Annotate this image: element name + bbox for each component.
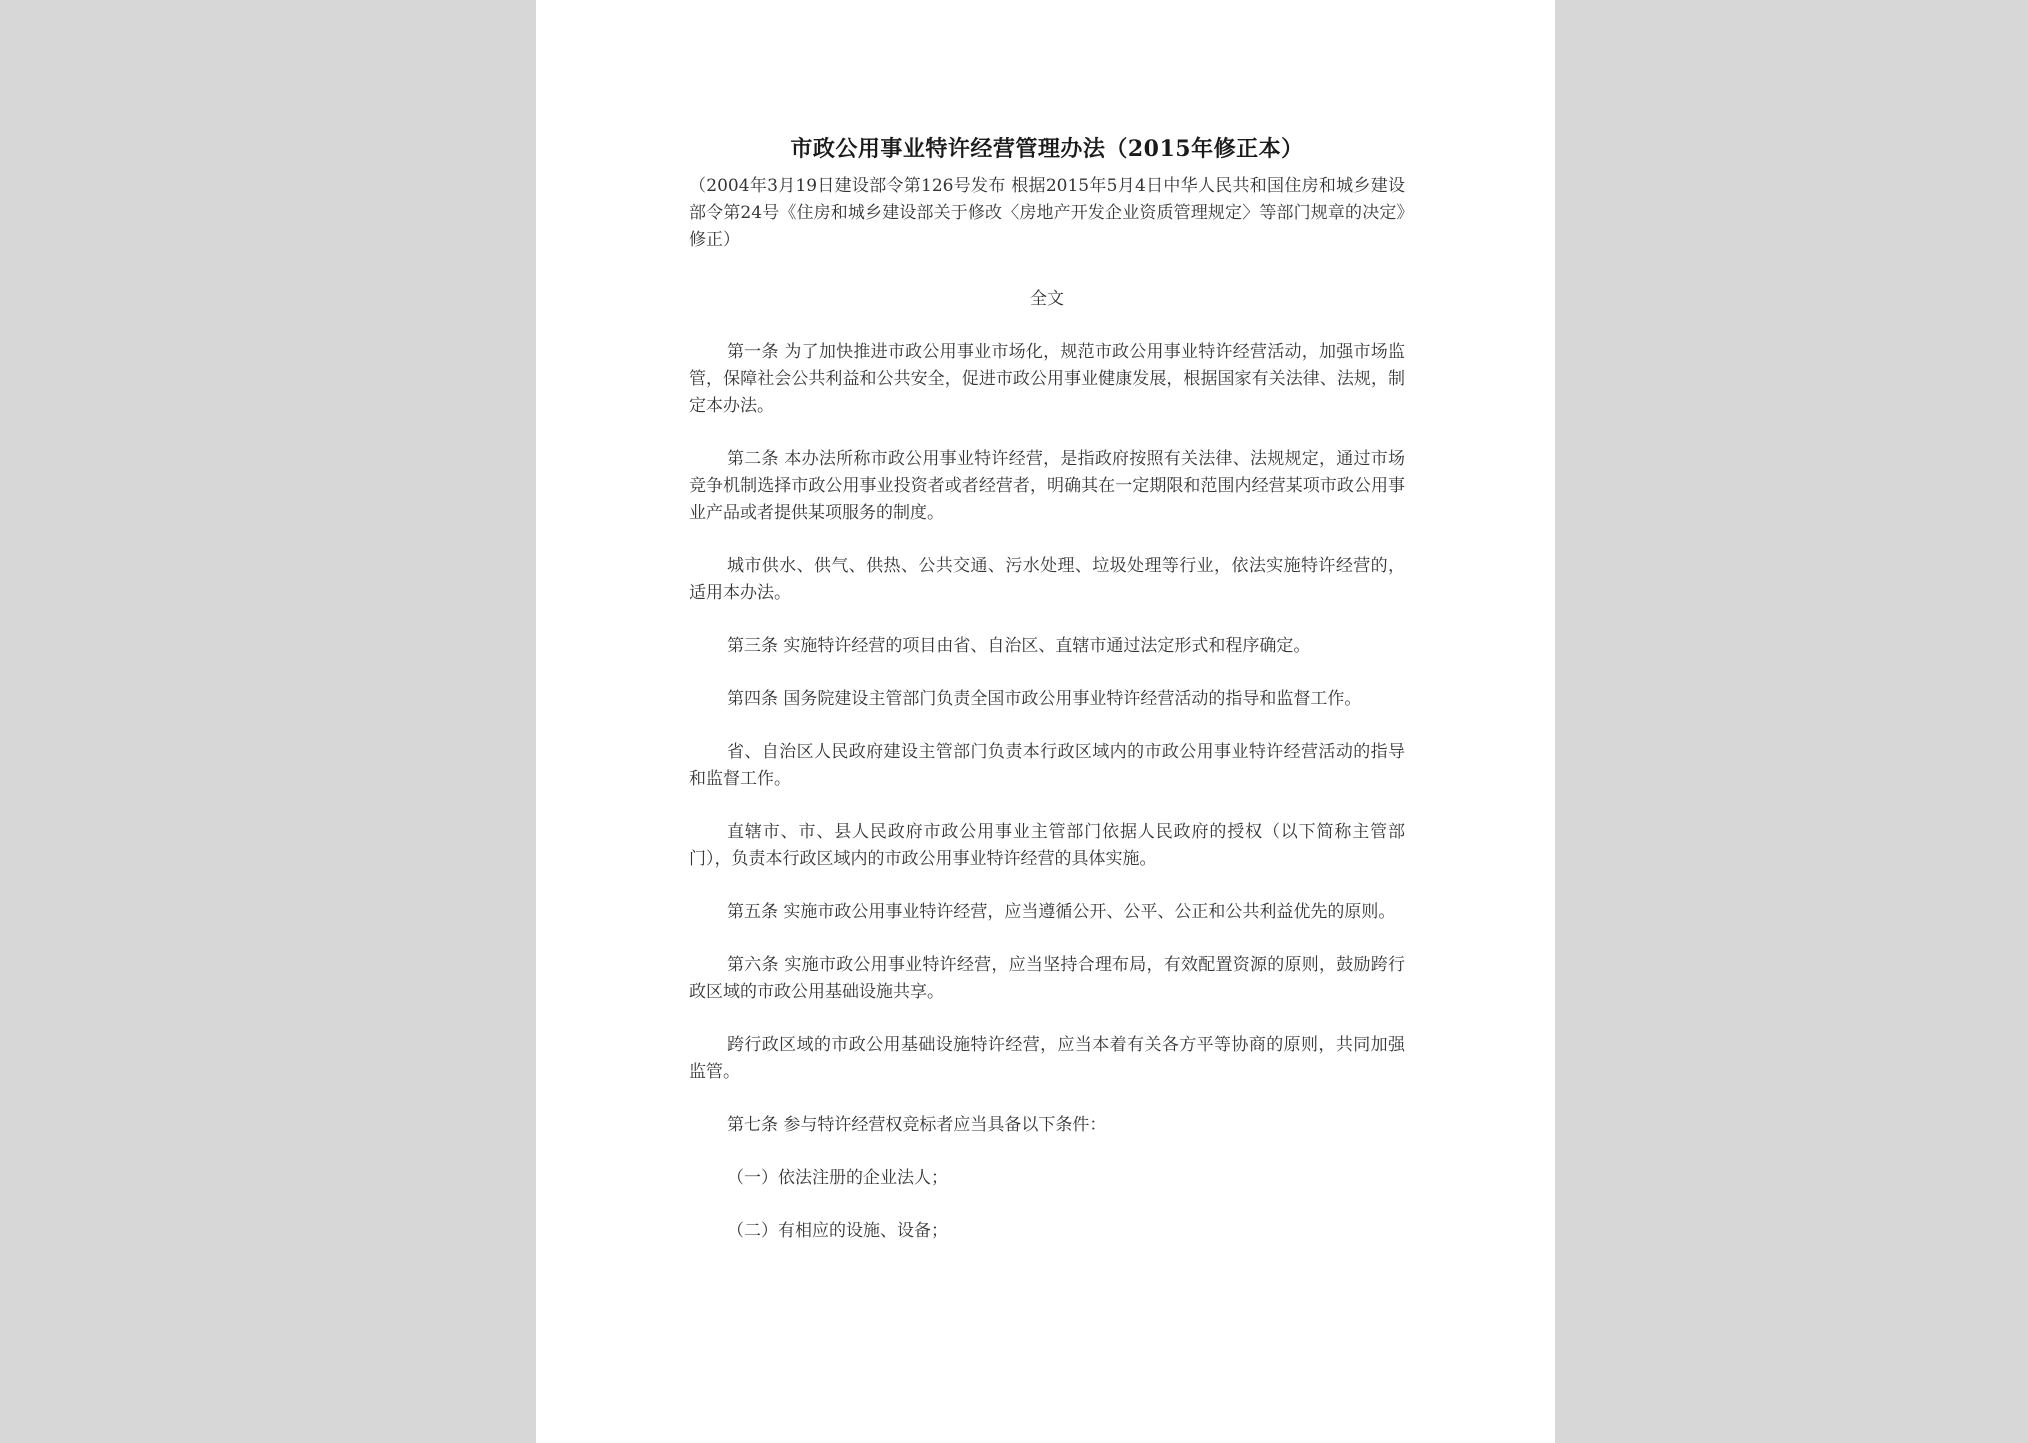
paragraph-article-7-item-1: （一）依法注册的企业法人； [727, 1168, 948, 1188]
paragraph-article-7-item-2: （二）有相应的设施、设备； [727, 1221, 948, 1241]
paragraph-article-4-municipal: 直辖市、市、县人民政府市政公用事业主管部门依据人民政府的授权（以下简称主管部门），负责本行政区域内的市政公用事业特许经营的具体实施。 [689, 822, 1405, 869]
paragraph-article-1: 第一条 为了加快推进市政公用事业市场化，规范市政公用事业特许经营活动，加强市场监管，保障社会公共利益和公共安全，促进市政公用事业健康发展，根据国家有关法律、法规，制定本办法。 [689, 342, 1405, 416]
paragraph-article-6: 第六条 实施市政公用事业特许经营，应当坚持合理布局，有效配置资源的原则，鼓励跨行政区域的市政公用基础设施共享。 [689, 955, 1405, 1002]
paragraph-article-4: 第四条 国务院建设主管部门负责全国市政公用事业特许经营活动的指导和监督工作。 [727, 689, 1362, 709]
document-content [689, 132, 1405, 1271]
document-subheading: 全文 [1030, 289, 1064, 309]
paragraph-article-2: 第二条 本办法所称市政公用事业特许经营，是指政府按照有关法律、法规规定，通过市场竞争机制选择市政公用事业投资者或者经营者，明确其在一定期限和范围内经营某项市政公用事业产品或者提供某项服务的制度。 [689, 449, 1405, 523]
paragraph-article-3: 第三条 实施特许经营的项目由省、自治区、直辖市通过法定形式和程序确定。 [727, 636, 1311, 656]
document-page [536, 0, 1555, 1443]
paragraph-article-7: 第七条 参与特许经营权竞标者应当具备以下条件： [727, 1115, 1107, 1135]
document-source-note: （2004年3月19日建设部令第126号发布 根据2015年5月4日中华人民共和国住房和城乡建设部令第24号《住房和城乡建设部关于修改〈房地产开发企业资质管理规定〉等部门规章的决定》修正） [689, 176, 1405, 250]
document-title: 市政公用事业特许经营管理办法（2015年修正本） [790, 136, 1304, 162]
paragraph-article-4-provincial: 省、自治区人民政府建设主管部门负责本行政区域内的市政公用事业特许经营活动的指导和监督工作。 [689, 742, 1405, 789]
paragraph-article-6-cross-region: 跨行政区域的市政公用基础设施特许经营，应当本着有关各方平等协商的原则，共同加强监管。 [689, 1035, 1405, 1082]
paragraph-article-5: 第五条 实施市政公用事业特许经营，应当遵循公开、公平、公正和公共利益优先的原则。 [727, 902, 1396, 922]
paragraph-article-2-scope: 城市供水、供气、供热、公共交通、污水处理、垃圾处理等行业，依法实施特许经营的，适用本办法。 [689, 556, 1405, 603]
